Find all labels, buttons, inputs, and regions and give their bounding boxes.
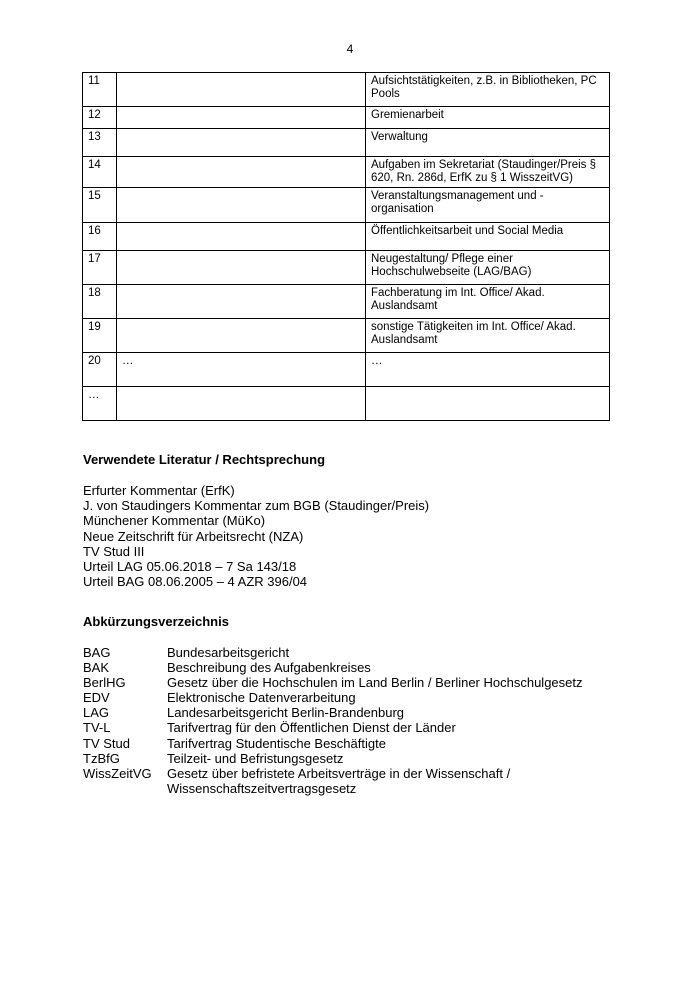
abbreviation-row	[83, 766, 700, 796]
row-number-cell: 17	[83, 251, 117, 285]
literature-item: TV Stud III	[83, 543, 145, 559]
row-task-cell: Neugestaltung/ Pflege einer Hochschulwebseite (LAG/BAG)	[366, 251, 610, 285]
row-middle-cell	[117, 223, 366, 251]
literature-item: Neue Zeitschrift für Arbeitsrecht (NZA)	[83, 528, 304, 544]
row-middle-cell	[117, 107, 366, 129]
task-table	[82, 72, 610, 421]
row-task-cell: Veranstaltungsmanagement und -organisation	[366, 188, 610, 223]
abbreviation-term: BerlHG	[83, 675, 126, 691]
row-number-cell: …	[83, 387, 117, 421]
row-middle-cell	[117, 285, 366, 319]
abbreviation-term: BAK	[83, 660, 110, 676]
literature-item: Münchener Kommentar (MüKo)	[83, 513, 266, 529]
row-number-cell: 11	[83, 73, 117, 107]
row-task-cell	[366, 387, 610, 421]
table-row	[83, 223, 610, 251]
abbreviation-meaning: Elektronische Datenverarbeitung	[167, 690, 356, 706]
page-number: 4	[346, 42, 354, 56]
abbreviation-row	[83, 690, 700, 705]
abbreviation-term: TV-L	[83, 720, 111, 736]
row-task-cell: Aufgaben im Sekretariat (Staudinger/Preis § 620, Rn. 286d, ErfK zu § 1 WisszeitVG)	[366, 157, 610, 188]
table-row	[83, 107, 610, 129]
row-number-cell: 19	[83, 319, 117, 353]
row-task-cell: sonstige Tätigkeiten im Int. Office/ Akad. Auslandsamt	[366, 319, 610, 353]
table-row	[83, 251, 610, 285]
abbreviation-meaning: Tarifvertrag für den Öffentlichen Dienst der Länder	[167, 720, 456, 736]
abbreviation-row	[83, 645, 700, 660]
row-task-cell: Verwaltung	[366, 129, 610, 157]
abbreviation-row	[83, 736, 700, 751]
row-task-cell: Gremienarbeit	[366, 107, 610, 129]
abbreviation-meaning: Tarifvertrag Studentische Beschäftigte	[167, 735, 386, 751]
abbreviation-meaning: Gesetz über befristete Arbeitsverträge in der Wissenschaft / Wissenschaftszeitvertragsgesetz	[167, 765, 511, 796]
row-middle-cell	[117, 251, 366, 285]
row-middle-cell	[117, 387, 366, 421]
row-middle-cell	[117, 129, 366, 157]
abbreviation-row	[83, 751, 700, 766]
row-middle-cell: …	[117, 353, 366, 387]
abbreviation-row	[83, 720, 700, 735]
row-task-cell: Öffentlichkeitsarbeit und Social Media	[366, 223, 610, 251]
abbreviation-term: BAG	[83, 645, 111, 660]
table-row	[83, 129, 610, 157]
abbreviation-term: LAG	[83, 705, 110, 721]
row-task-cell: Fachberatung im Int. Office/ Akad. Auslandsamt	[366, 285, 610, 319]
table-row	[83, 353, 610, 387]
abbreviation-meaning: Bundesarbeitsgericht	[167, 645, 290, 660]
row-middle-cell	[117, 319, 366, 353]
row-number-cell: 14	[83, 157, 117, 188]
literature-heading: Verwendete Literatur / Rechtsprechung	[83, 452, 326, 467]
table-row	[83, 188, 610, 223]
row-number-cell: 13	[83, 129, 117, 157]
row-number-cell: 18	[83, 285, 117, 319]
row-middle-cell	[117, 188, 366, 223]
table-row	[83, 157, 610, 188]
row-number-cell: 16	[83, 223, 117, 251]
literature-item: J. von Staudingers Kommentar zum BGB (Staudinger/Preis)	[83, 498, 430, 514]
abbreviation-row	[83, 705, 700, 720]
abbreviation-meaning: Beschreibung des Aufgabenkreises	[167, 660, 371, 676]
abbreviations-heading: Abkürzungsverzeichnis	[83, 614, 229, 629]
row-number-cell: 15	[83, 188, 117, 223]
abbreviation-meaning: Landesarbeitsgericht Berlin-Brandenburg	[167, 705, 405, 721]
abbreviation-row	[83, 675, 700, 690]
row-number-cell: 12	[83, 107, 117, 129]
table-row	[83, 319, 610, 353]
abbreviation-meaning: Teilzeit- und Befristungsgesetz	[167, 750, 344, 766]
abbreviation-term: TzBfG	[83, 750, 120, 766]
literature-list	[83, 483, 429, 589]
abbreviation-term: EDV	[83, 690, 110, 706]
row-task-cell: Aufsichtstätigkeiten, z.B. in Bibliotheken, PC Pools	[366, 73, 610, 107]
literature-item: Urteil BAG 08.06.2005 – 4 AZR 396/04	[83, 574, 308, 590]
abbreviation-term: TV Stud	[83, 735, 130, 751]
row-task-cell: …	[366, 353, 610, 387]
abbreviation-list	[83, 645, 700, 796]
literature-item: Urteil LAG 05.06.2018 – 7 Sa 143/18	[83, 559, 297, 575]
abbreviation-meaning: Gesetz über die Hochschulen im Land Berlin / Berliner Hochschulgesetz	[167, 675, 583, 691]
row-middle-cell	[117, 157, 366, 188]
abbreviation-row	[83, 660, 700, 675]
row-middle-cell	[117, 73, 366, 107]
table-row	[83, 387, 610, 421]
table-row	[83, 285, 610, 319]
row-number-cell: 20	[83, 353, 117, 387]
table-row	[83, 73, 610, 107]
literature-item: Erfurter Kommentar (ErfK)	[83, 483, 235, 498]
abbreviation-term: WissZeitVG	[83, 765, 152, 781]
